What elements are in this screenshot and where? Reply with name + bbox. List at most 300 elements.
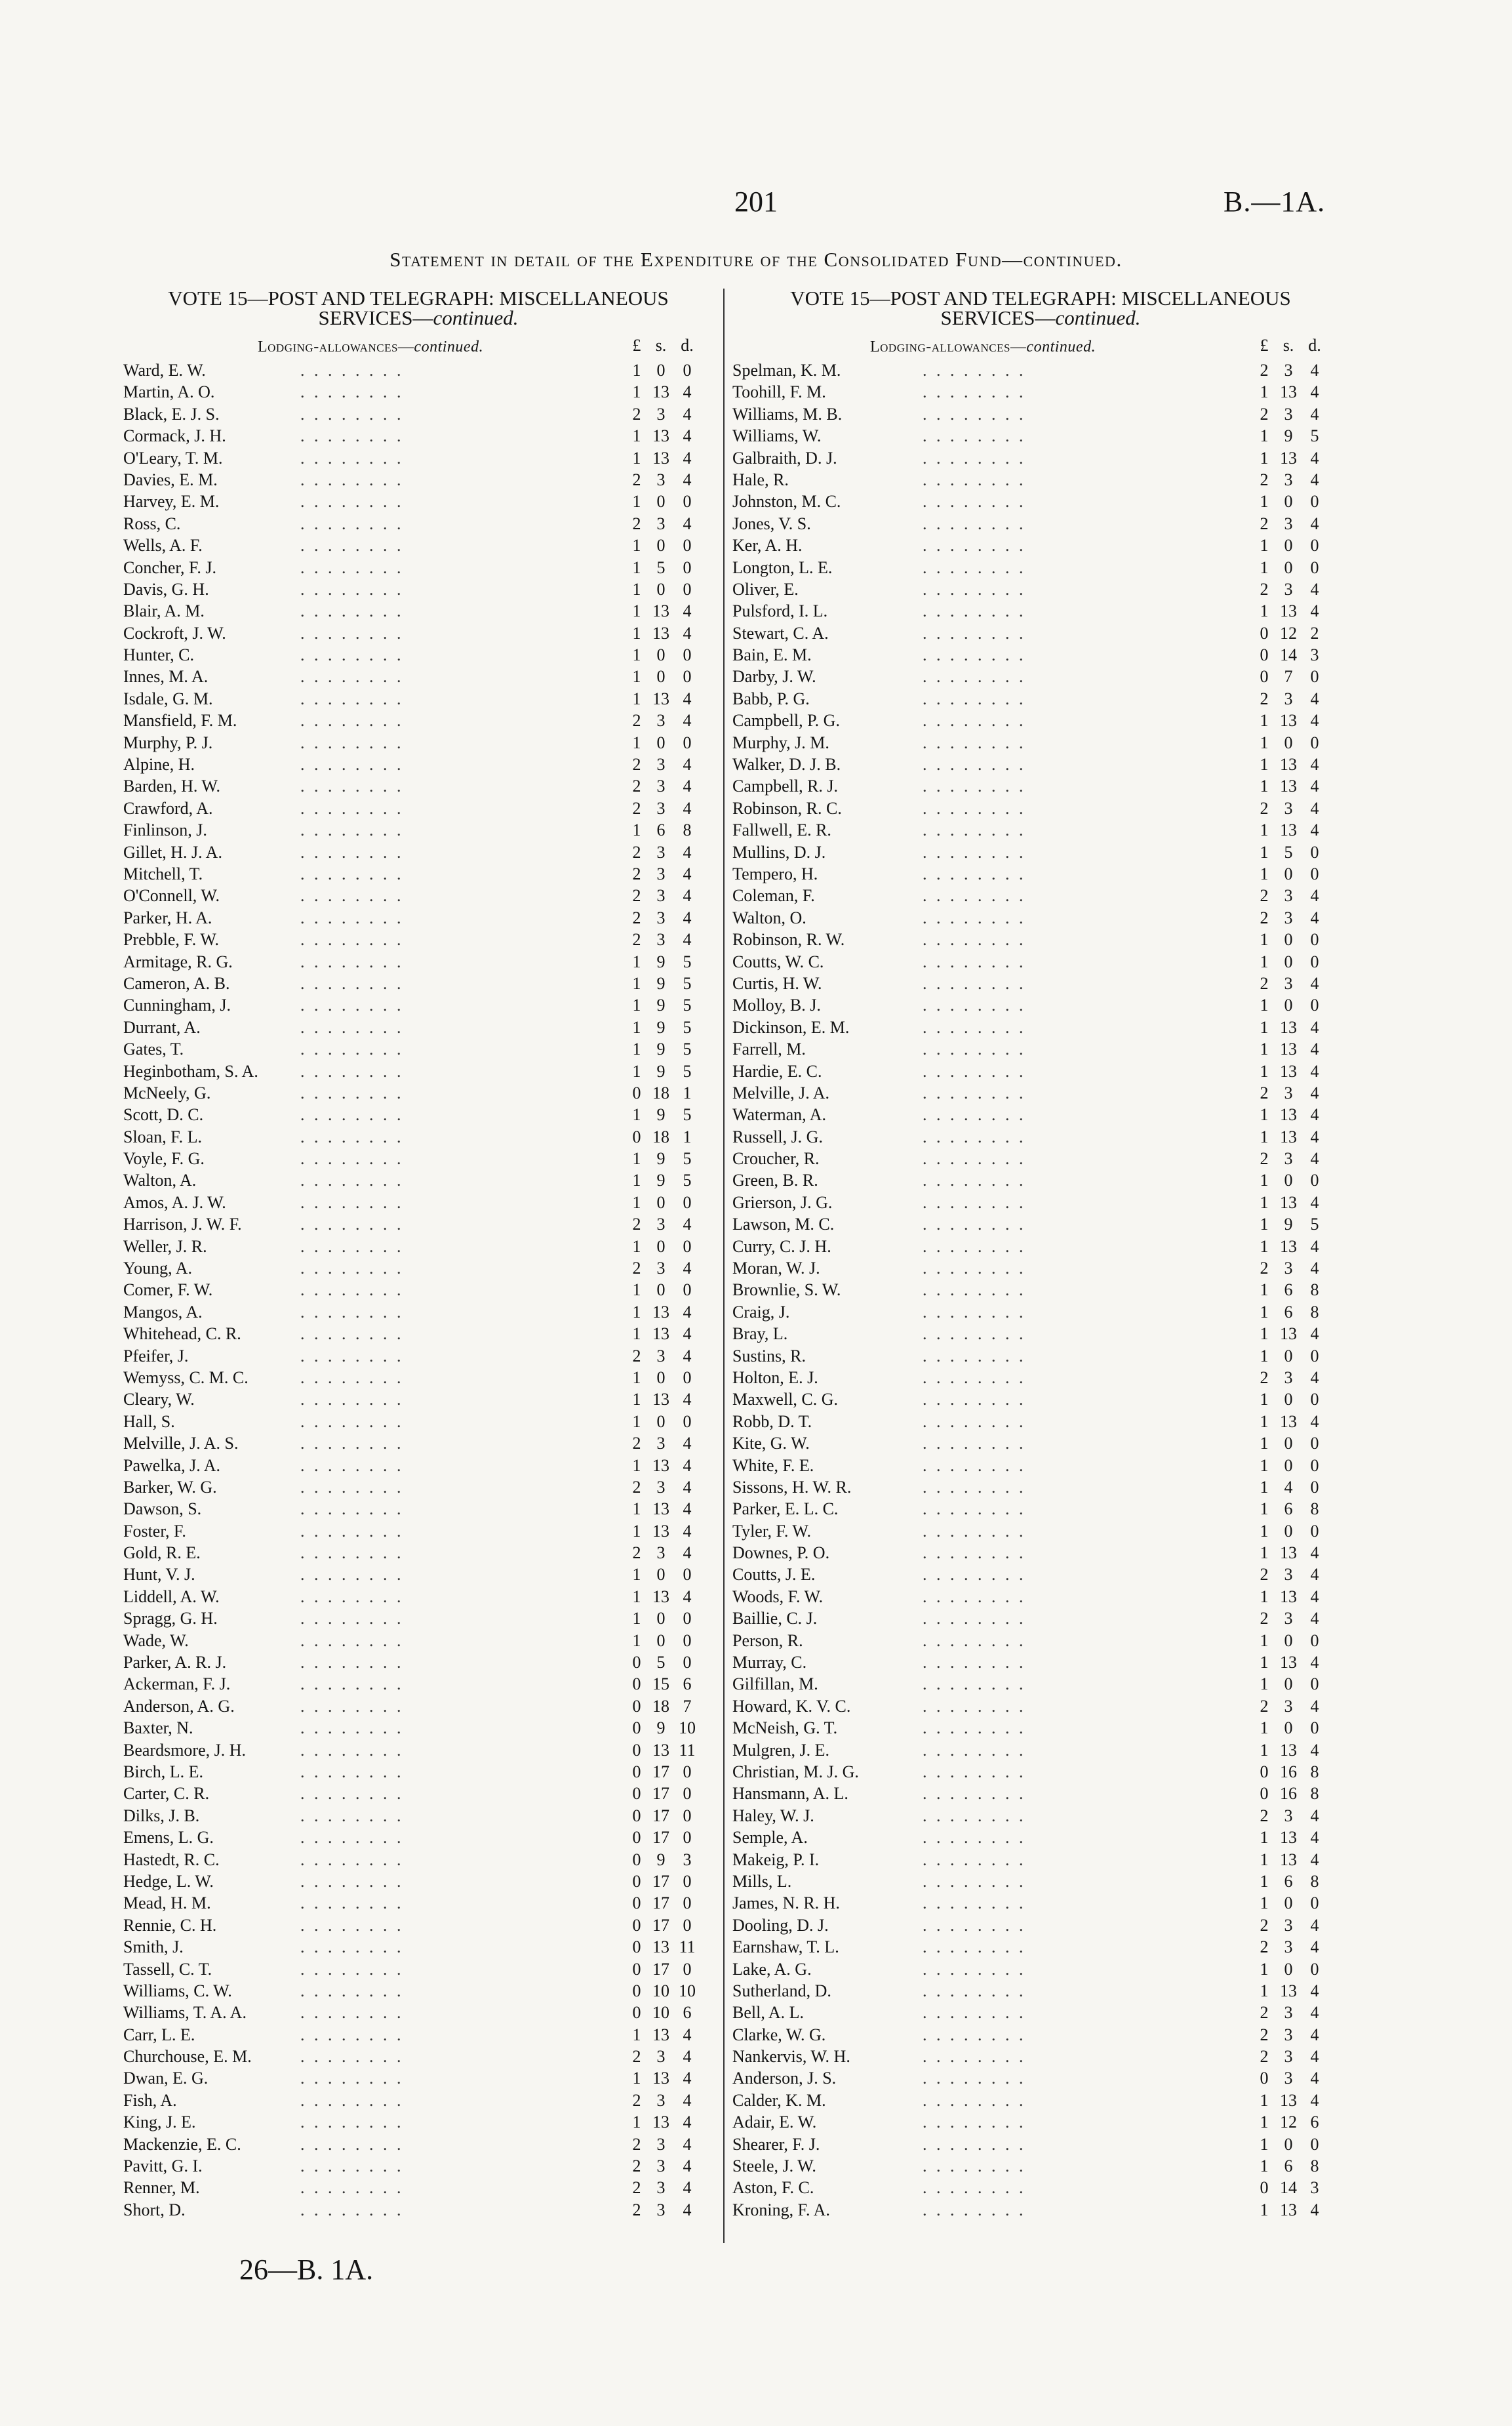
shillings-value: 18 bbox=[652, 1127, 669, 1146]
pence-value: 0 bbox=[683, 645, 692, 665]
shillings-value: 12 bbox=[1280, 2113, 1297, 2132]
amount bbox=[626, 666, 700, 687]
payee-name: Armitage, R. G. bbox=[123, 952, 233, 971]
pence-value: 0 bbox=[1310, 1959, 1319, 1979]
table-row bbox=[123, 1651, 713, 1673]
table-row bbox=[732, 1169, 1349, 1191]
payee-name: Oliver, E. bbox=[732, 579, 799, 599]
leader-dots: . . . . . . . . bbox=[923, 1105, 1026, 1125]
leader-dots: . . . . . . . . bbox=[923, 930, 1026, 950]
leader-dots: . . . . . . . . bbox=[300, 2069, 404, 2088]
leader-dots: . . . . . . . . bbox=[300, 1674, 404, 1694]
amount bbox=[626, 535, 700, 556]
amount bbox=[1253, 666, 1328, 687]
table-row bbox=[732, 513, 1349, 535]
pence-value: 4 bbox=[1310, 448, 1319, 468]
pence-value: 1 bbox=[683, 1127, 692, 1146]
table-row bbox=[123, 732, 713, 754]
amount bbox=[626, 1870, 700, 1892]
table-row bbox=[123, 907, 713, 929]
pence-value: 0 bbox=[1310, 1346, 1319, 1365]
shillings-value: 0 bbox=[1284, 1455, 1293, 1475]
pence-value: 0 bbox=[683, 1828, 692, 1848]
amount bbox=[1253, 1761, 1328, 1783]
table-row bbox=[123, 2002, 713, 2023]
leader-dots: . . . . . . . . bbox=[923, 1959, 1026, 1979]
leader-dots: . . . . . . . . bbox=[300, 1806, 404, 1825]
amount bbox=[1253, 1104, 1328, 1125]
table-row bbox=[732, 359, 1349, 381]
table-row bbox=[123, 863, 713, 885]
amount bbox=[1253, 1958, 1328, 1980]
payee-name: Johnston, M. C. bbox=[732, 492, 841, 512]
pence-value: 0 bbox=[683, 1784, 692, 1804]
pounds-value: 2 bbox=[632, 1346, 641, 1365]
leader-dots: . . . . . . . . bbox=[923, 2090, 1026, 2110]
payee-name: O'Connell, W. bbox=[123, 886, 220, 906]
leader-dots: . . . . . . . . bbox=[923, 1740, 1026, 1760]
pence-value: 2 bbox=[1310, 623, 1319, 643]
payee-name: Nankervis, W. H. bbox=[732, 2047, 850, 2067]
table-row bbox=[732, 885, 1349, 906]
leader-dots: . . . . . . . . bbox=[300, 952, 404, 971]
payee-name: Ackerman, F. J. bbox=[123, 1674, 231, 1694]
leader-dots: . . . . . . . . bbox=[300, 1411, 404, 1431]
payee-name: Ward, E. W. bbox=[123, 361, 206, 380]
pounds-value: 1 bbox=[632, 1040, 641, 1059]
table-row bbox=[123, 1192, 713, 1213]
pounds-value: 1 bbox=[1260, 1674, 1269, 1694]
amount bbox=[626, 425, 700, 447]
amount bbox=[626, 819, 700, 841]
leader-dots: . . . . . . . . bbox=[923, 689, 1026, 708]
leader-dots: . . . . . . . . bbox=[300, 1280, 404, 1300]
table-row bbox=[123, 403, 713, 425]
pence-value: 8 bbox=[1310, 1784, 1319, 1804]
amount bbox=[626, 491, 700, 512]
table-row bbox=[732, 688, 1349, 710]
payee-name: James, N. R. H. bbox=[732, 1893, 840, 1913]
table-row bbox=[732, 1213, 1349, 1235]
shillings-value: 13 bbox=[1280, 448, 1297, 468]
leader-dots: . . . . . . . . bbox=[923, 996, 1026, 1015]
table-row bbox=[123, 1783, 713, 1804]
pounds-value: 1 bbox=[632, 973, 641, 993]
leader-dots: . . . . . . . . bbox=[300, 2156, 404, 2176]
amount bbox=[1253, 2067, 1328, 2089]
shillings-value: 13 bbox=[652, 1740, 669, 1760]
payee-name: Birch, L. E. bbox=[123, 1762, 204, 1781]
shillings-value: 3 bbox=[1284, 2069, 1293, 2088]
table-row bbox=[732, 1411, 1349, 1432]
pounds-value: 1 bbox=[1260, 1718, 1269, 1738]
shillings-value: 13 bbox=[1280, 1981, 1297, 2000]
amount bbox=[626, 1936, 700, 1958]
table-row bbox=[123, 535, 713, 556]
pence-value: 10 bbox=[679, 1718, 696, 1738]
leader-dots: . . . . . . . . bbox=[923, 514, 1026, 533]
shillings-value: 3 bbox=[1284, 1083, 1293, 1102]
table-row bbox=[732, 863, 1349, 885]
table-row bbox=[732, 2024, 1349, 2046]
pounds-value: 1 bbox=[632, 1324, 641, 1344]
amount bbox=[1253, 1388, 1328, 1410]
shillings-value: 3 bbox=[656, 908, 666, 927]
leader-dots: . . . . . . . . bbox=[923, 1083, 1026, 1102]
shillings-value: 13 bbox=[652, 382, 669, 402]
pounds-value: 1 bbox=[1260, 1587, 1269, 1606]
payee-name: Carr, L. E. bbox=[123, 2025, 195, 2044]
pence-value: 0 bbox=[683, 536, 692, 556]
amount bbox=[1253, 1257, 1328, 1279]
table-row bbox=[732, 1345, 1349, 1367]
leader-dots: . . . . . . . . bbox=[923, 755, 1026, 775]
pounds-value: 1 bbox=[1260, 1871, 1269, 1891]
pence-value: 11 bbox=[679, 1740, 696, 1760]
pounds-value: 1 bbox=[1260, 1653, 1269, 1672]
table-row bbox=[123, 2024, 713, 2046]
pence-value: 4 bbox=[683, 1455, 692, 1475]
pounds-value: 1 bbox=[1260, 1215, 1269, 1234]
leader-dots: . . . . . . . . bbox=[923, 1696, 1026, 1716]
leader-dots: . . . . . . . . bbox=[300, 1346, 404, 1365]
pence-value: 5 bbox=[683, 952, 692, 971]
amount bbox=[626, 1257, 700, 1279]
pounds-value: 1 bbox=[632, 1017, 641, 1037]
payee-name: Gold, R. E. bbox=[123, 1543, 201, 1563]
shillings-value: 13 bbox=[652, 1587, 669, 1606]
shillings-value: 0 bbox=[656, 667, 666, 687]
pounds-value: 1 bbox=[1260, 1390, 1269, 1409]
amount bbox=[1253, 535, 1328, 556]
payee-name: Lawson, M. C. bbox=[732, 1215, 835, 1234]
payee-name: Green, B. R. bbox=[732, 1171, 818, 1190]
amount bbox=[1253, 710, 1328, 731]
vote-heading bbox=[123, 289, 713, 328]
pence-value: 0 bbox=[683, 1959, 692, 1979]
table-row bbox=[123, 798, 713, 819]
table-row bbox=[123, 666, 713, 687]
shillings-value: 0 bbox=[1284, 1521, 1293, 1541]
pounds-value: 2 bbox=[632, 842, 641, 862]
pence-value: 0 bbox=[683, 1411, 692, 1431]
table-row bbox=[123, 1695, 713, 1717]
table-row bbox=[732, 2002, 1349, 2023]
payee-name: Melville, J. A. S. bbox=[123, 1434, 239, 1453]
pounds-value: 2 bbox=[632, 2200, 641, 2219]
payee-name: Mangos, A. bbox=[123, 1302, 203, 1322]
table-row bbox=[732, 557, 1349, 578]
pence-value: 4 bbox=[1310, 1806, 1319, 1825]
leader-dots: . . . . . . . . bbox=[923, 1236, 1026, 1256]
pounds-value: 2 bbox=[1260, 1937, 1269, 1957]
shillings-value: 3 bbox=[656, 798, 666, 818]
table-row bbox=[123, 1542, 713, 1564]
amount bbox=[626, 754, 700, 775]
table-row bbox=[732, 907, 1349, 929]
pounds-value: 1 bbox=[632, 1455, 641, 1475]
shillings-value: 3 bbox=[656, 2090, 666, 2110]
pence-value: 4 bbox=[1310, 1981, 1319, 2000]
pounds-value: 1 bbox=[632, 820, 641, 840]
pounds-value: 1 bbox=[632, 1587, 641, 1606]
leader-dots: . . . . . . . . bbox=[923, 2178, 1026, 2198]
pence-value: 4 bbox=[683, 601, 692, 621]
amount bbox=[626, 2133, 700, 2155]
pence-value: 11 bbox=[679, 1937, 696, 1957]
leader-dots: . . . . . . . . bbox=[923, 777, 1026, 796]
pence-value: 4 bbox=[1310, 382, 1319, 402]
pounds-value: 1 bbox=[632, 1149, 641, 1169]
leader-dots: . . . . . . . . bbox=[923, 623, 1026, 643]
leader-dots: . . . . . . . . bbox=[300, 973, 404, 993]
pounds-value: 1 bbox=[632, 382, 641, 402]
pence-value: 4 bbox=[1310, 601, 1319, 621]
pence-value: 0 bbox=[1310, 1455, 1319, 1475]
shillings-value: 0 bbox=[1284, 1346, 1293, 1365]
payee-name: Black, E. J. S. bbox=[123, 404, 220, 424]
amount bbox=[626, 2155, 700, 2177]
amount bbox=[1253, 1805, 1328, 1827]
pence-value: 0 bbox=[1310, 930, 1319, 950]
amount bbox=[1253, 1870, 1328, 1892]
pence-value: 0 bbox=[1310, 1674, 1319, 1694]
leader-dots: . . . . . . . . bbox=[300, 996, 404, 1015]
amount bbox=[1253, 754, 1328, 775]
payee-name: Person, R. bbox=[732, 1630, 803, 1650]
pounds-value: 1 bbox=[1260, 1280, 1269, 1300]
amount bbox=[626, 775, 700, 797]
table-row bbox=[123, 1169, 713, 1191]
pence-value: 4 bbox=[1310, 470, 1319, 489]
payee-name: Kite, G. W. bbox=[732, 1434, 810, 1453]
table-row bbox=[732, 1651, 1349, 1673]
amount bbox=[626, 841, 700, 863]
pounds-value: 1 bbox=[1260, 711, 1269, 731]
shillings-value: 9 bbox=[1284, 1215, 1293, 1234]
table-row bbox=[123, 622, 713, 644]
pounds-value: 1 bbox=[632, 1302, 641, 1322]
leader-dots: . . . . . . . . bbox=[923, 448, 1026, 468]
shillings-value: 13 bbox=[1280, 2090, 1297, 2110]
payee-name: Curry, C. J. H. bbox=[732, 1236, 831, 1256]
pence-value: 0 bbox=[1310, 667, 1319, 687]
leader-dots: . . . . . . . . bbox=[923, 1346, 1026, 1365]
shillings-value: 3 bbox=[1284, 514, 1293, 533]
table-row bbox=[732, 1104, 1349, 1125]
pence-value: 4 bbox=[1310, 1127, 1319, 1146]
pence-value: 4 bbox=[1310, 689, 1319, 708]
table-row bbox=[732, 841, 1349, 863]
shillings-value: 17 bbox=[652, 1762, 669, 1781]
shillings-value: 9 bbox=[656, 1017, 666, 1037]
shillings-value: 3 bbox=[656, 2156, 666, 2176]
leader-dots: . . . . . . . . bbox=[923, 1828, 1026, 1848]
pence-value: 0 bbox=[1310, 842, 1319, 862]
pounds-value: 1 bbox=[1260, 1236, 1269, 1256]
table-row bbox=[123, 929, 713, 950]
pence-value: 4 bbox=[1310, 820, 1319, 840]
shillings-value: 16 bbox=[1280, 1784, 1297, 1804]
table-row bbox=[123, 1607, 713, 1629]
table-row bbox=[123, 1301, 713, 1323]
payee-name: Hardie, E. C. bbox=[732, 1061, 822, 1081]
payee-name: Mitchell, T. bbox=[123, 864, 203, 883]
pounds-value: 1 bbox=[632, 1630, 641, 1650]
leader-dots: . . . . . . . . bbox=[923, 557, 1026, 577]
pence-value: 0 bbox=[683, 1915, 692, 1935]
payee-name: Scott, D. C. bbox=[123, 1105, 204, 1125]
shillings-value: 0 bbox=[656, 579, 666, 599]
shillings-value: 0 bbox=[1284, 492, 1293, 512]
table-row bbox=[732, 775, 1349, 797]
pounds-value: 2 bbox=[632, 404, 641, 424]
payee-name: Pavitt, G. I. bbox=[123, 2156, 203, 2176]
shillings-value: 13 bbox=[652, 1499, 669, 1519]
table-row bbox=[123, 1520, 713, 1542]
amount bbox=[1253, 1126, 1328, 1148]
pounds-value: 1 bbox=[1260, 2090, 1269, 2110]
shillings-value: 13 bbox=[652, 623, 669, 643]
amount bbox=[626, 644, 700, 666]
pence-value: 4 bbox=[1310, 1367, 1319, 1387]
pence-value: 4 bbox=[1310, 908, 1319, 927]
pence-value: 4 bbox=[1310, 1259, 1319, 1278]
pounds-value: 2 bbox=[1260, 361, 1269, 380]
amount bbox=[626, 885, 700, 906]
shillings-value: 3 bbox=[656, 404, 666, 424]
pence-value: 4 bbox=[683, 2113, 692, 2132]
payee-name: Croucher, R. bbox=[732, 1149, 820, 1169]
pounds-value: 1 bbox=[632, 952, 641, 971]
amount bbox=[1253, 1192, 1328, 1213]
shillings-unit: s. bbox=[655, 336, 667, 355]
pence-value: 4 bbox=[1310, 1105, 1319, 1125]
amount bbox=[626, 1892, 700, 1914]
pounds-value: 2 bbox=[632, 886, 641, 906]
leader-dots: . . . . . . . . bbox=[300, 689, 404, 708]
leader-dots: . . . . . . . . bbox=[300, 1543, 404, 1563]
amount bbox=[1253, 2199, 1328, 2221]
pence-value: 0 bbox=[1310, 733, 1319, 752]
section-label: Lodging-allowances—continued. bbox=[258, 338, 484, 355]
pounds-value: 2 bbox=[632, 1215, 641, 1234]
payee-name: Coutts, W. C. bbox=[732, 952, 824, 971]
payee-name: Curtis, H. W. bbox=[732, 973, 822, 993]
pence-value: 4 bbox=[683, 2178, 692, 2198]
leader-dots: . . . . . . . . bbox=[300, 886, 404, 906]
amount bbox=[1253, 841, 1328, 863]
payee-name: Blair, A. M. bbox=[123, 601, 205, 621]
leader-dots: . . . . . . . . bbox=[923, 2069, 1026, 2088]
payee-name: Mead, H. M. bbox=[123, 1893, 211, 1913]
payee-name: Shearer, F. J. bbox=[732, 2134, 820, 2154]
table-row bbox=[123, 1082, 713, 1104]
pounds-value: 1 bbox=[1260, 492, 1269, 512]
leader-dots: . . . . . . . . bbox=[923, 1565, 1026, 1585]
pounds-value: 0 bbox=[632, 1762, 641, 1781]
amount bbox=[1253, 447, 1328, 469]
pence-value: 4 bbox=[683, 1521, 692, 1541]
amount bbox=[626, 951, 700, 973]
table-row bbox=[732, 1805, 1349, 1827]
table-row bbox=[123, 513, 713, 535]
payee-name: Weller, J. R. bbox=[123, 1236, 207, 1256]
payee-name: Anderson, J. S. bbox=[732, 2069, 837, 2088]
amount bbox=[1253, 885, 1328, 906]
table-row bbox=[123, 1914, 713, 1936]
allowance-list bbox=[123, 359, 713, 2221]
pence-value: 4 bbox=[683, 689, 692, 708]
pence-value: 8 bbox=[683, 820, 692, 840]
leader-dots: . . . . . . . . bbox=[300, 448, 404, 468]
amount bbox=[1253, 2024, 1328, 2046]
pence-value: 4 bbox=[683, 1346, 692, 1365]
pence-value: 4 bbox=[683, 470, 692, 489]
payee-name: Waterman, A. bbox=[732, 1105, 827, 1125]
table-row bbox=[732, 1936, 1349, 1958]
table-row bbox=[732, 1455, 1349, 1476]
payee-name: Innes, M. A. bbox=[123, 667, 209, 687]
pence-value: 0 bbox=[683, 1609, 692, 1628]
table-row bbox=[123, 2046, 713, 2067]
amount bbox=[1253, 1476, 1328, 1498]
pence-value: 0 bbox=[683, 1893, 692, 1913]
pence-value: 4 bbox=[1310, 2003, 1319, 2023]
pounds-value: 2 bbox=[632, 2047, 641, 2067]
shillings-value: 13 bbox=[1280, 1850, 1297, 1869]
table-row bbox=[732, 469, 1349, 491]
shillings-value: 3 bbox=[1284, 1149, 1293, 1169]
leader-dots: . . . . . . . . bbox=[300, 930, 404, 950]
table-row bbox=[732, 951, 1349, 973]
payee-name: Baxter, N. bbox=[123, 1718, 193, 1738]
amount bbox=[626, 1279, 700, 1301]
vote-heading bbox=[732, 289, 1349, 328]
leader-dots: . . . . . . . . bbox=[300, 1390, 404, 1409]
shillings-value: 13 bbox=[1280, 820, 1297, 840]
pounds-value: 1 bbox=[1260, 1981, 1269, 2000]
pounds-value: 0 bbox=[632, 1871, 641, 1891]
shillings-value: 9 bbox=[656, 973, 666, 993]
leader-dots: . . . . . . . . bbox=[300, 1893, 404, 1913]
leader-dots: . . . . . . . . bbox=[923, 601, 1026, 621]
table-row bbox=[123, 1958, 713, 1980]
shillings-value: 3 bbox=[656, 1215, 666, 1234]
shillings-value: 0 bbox=[1284, 930, 1293, 950]
amount bbox=[1253, 600, 1328, 622]
payee-name: Coleman, F. bbox=[732, 886, 815, 906]
shillings-value: 9 bbox=[656, 952, 666, 971]
leader-dots: . . . . . . . . bbox=[923, 1324, 1026, 1344]
pounds-value: 1 bbox=[1260, 1411, 1269, 1431]
table-row bbox=[732, 710, 1349, 731]
pence-value: 0 bbox=[1310, 864, 1319, 883]
leader-dots: . . . . . . . . bbox=[923, 1149, 1026, 1169]
pounds-value: 1 bbox=[632, 448, 641, 468]
pounds-value: 1 bbox=[1260, 2156, 1269, 2176]
pence-value: 0 bbox=[683, 1192, 692, 1212]
pounds-value: 0 bbox=[632, 1828, 641, 1848]
payee-name: Calder, K. M. bbox=[732, 2090, 826, 2110]
pence-value: 4 bbox=[1310, 1565, 1319, 1585]
pence-value: 4 bbox=[1310, 1850, 1319, 1869]
pence-value: 4 bbox=[683, 1215, 692, 1234]
amount bbox=[626, 2067, 700, 2089]
payee-name: Hunt, V. J. bbox=[123, 1565, 195, 1585]
shillings-value: 5 bbox=[656, 557, 666, 577]
leader-dots: . . . . . . . . bbox=[923, 1302, 1026, 1322]
